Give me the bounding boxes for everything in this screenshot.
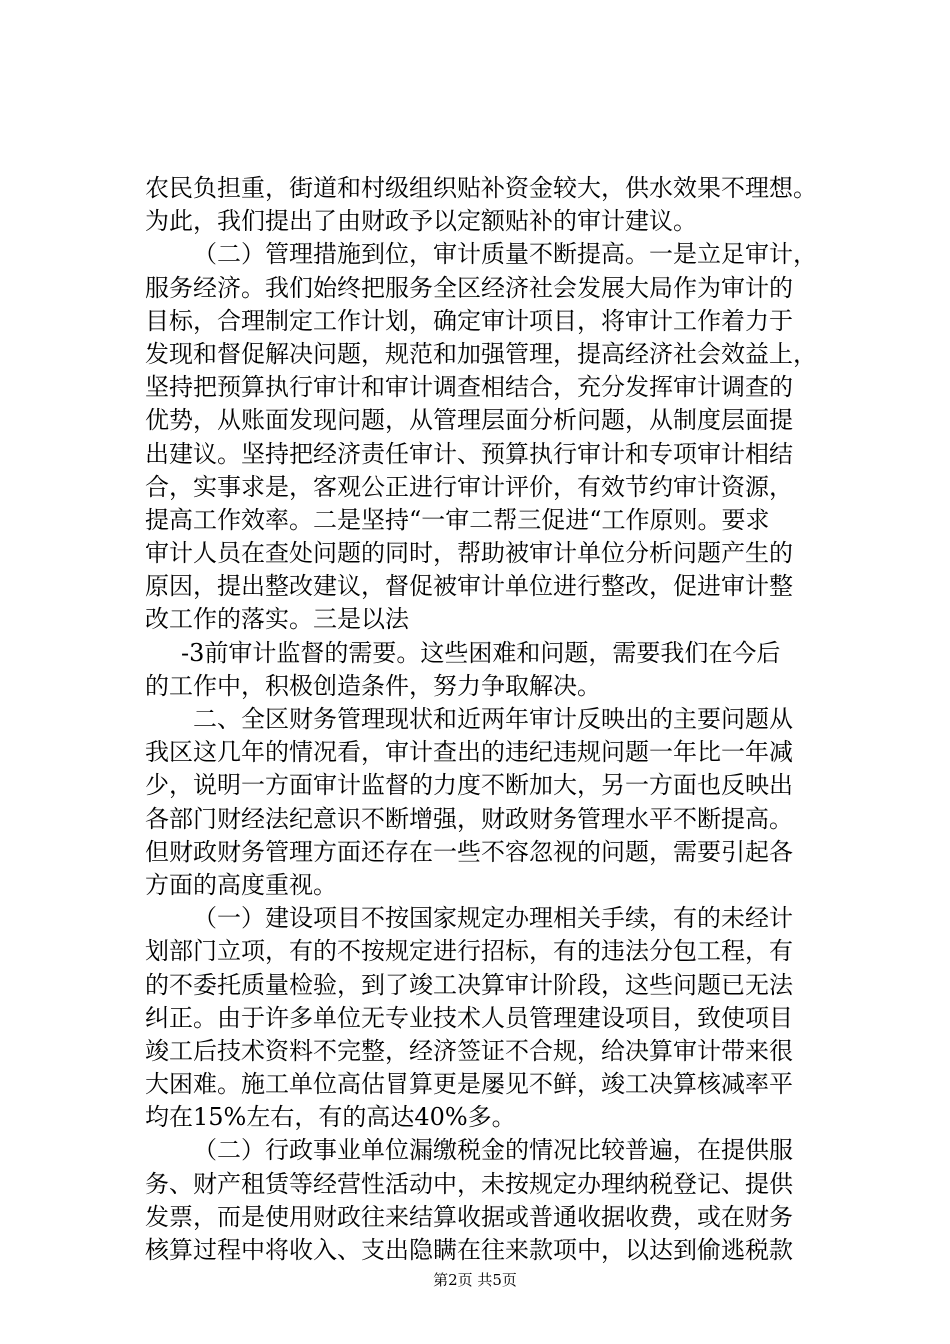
text-line: 目标，合理制定工作计划，确定审计项目，将审计工作着力于 — [145, 306, 793, 335]
text-line: 务、财产租赁等经营性活动中，未按规定办理纳税登记、提供 — [145, 1169, 793, 1198]
text-line: 我区这几年的情况看，审计查出的违纪违规问题一年比一年减 — [145, 738, 793, 767]
text-line: 发现和督促解决问题，规范和加强管理，提高经济社会效益上， — [145, 339, 817, 368]
text-line: 原因，提出整改建议，督促被审计单位进行整改，促进审计整 — [145, 572, 793, 601]
text-line: 改工作的落实。三是以法 — [145, 605, 409, 634]
text-line: 但财政财务管理方面还存在一些不容忽视的问题，需要引起各 — [145, 837, 793, 866]
text-line: 核算过程中将收入、支出隐瞒在往来款项中，以达到偷逃税款 — [145, 1236, 793, 1264]
text-line: （二）管理措施到位，审计质量不断提高。一是立足审计， — [193, 240, 817, 269]
text-line: 方面的高度重视。 — [145, 870, 337, 899]
text-line: 审计人员在查处问题的同时，帮助被审计单位分析问题产生的 — [145, 539, 793, 568]
text-line: 坚持把预算执行审计和审计调查相结合，充分发挥审计调查的 — [145, 373, 793, 402]
page-number-footer: 第2页 共5页 — [433, 1271, 517, 1289]
text-line: 均在15%左右，有的高达40%多。 — [145, 1103, 516, 1132]
text-line: 合，实事求是，客观公正进行审计评价，有效节约审计资源， — [145, 472, 793, 501]
text-line: 优势，从账面发现问题，从管理层面分析问题，从制度层面提 — [145, 406, 793, 435]
text-line: 出建议。坚持把经济责任审计、预算执行审计和专项审计相结 — [145, 439, 793, 468]
text-line: 提高工作效率。二是坚持“一审二帮三促进“工作原则。要求 — [145, 505, 770, 534]
text-line: 为此，我们提出了由财政予以定额贴补的审计建议。 — [145, 207, 697, 236]
text-line: 的不委托质量检验，到了竣工决算审计阶段，这些问题已无法 — [145, 970, 793, 999]
text-line: -3前审计监督的需要。这些困难和问题，需要我们在今后 — [181, 638, 781, 667]
text-line: 划部门立项，有的不按规定进行招标，有的违法分包工程，有 — [145, 937, 793, 966]
text-line: 二、全区财务管理现状和近两年审计反映出的主要问题从 — [193, 705, 793, 733]
text-line: 各部门财经法纪意识不断增强，财政财务管理水平不断提高。 — [145, 804, 793, 833]
text-line: （二）行政事业单位漏缴税金的情况比较普遍，在提供服 — [193, 1136, 793, 1165]
text-line: 服务经济。我们始终把服务全区经济社会发展大局作为审计的 — [145, 273, 793, 302]
text-line: （一）建设项目不按国家规定办理相关手续，有的未经计 — [193, 904, 793, 933]
text-line: 的工作中，积极创造条件，努力争取解决。 — [145, 671, 601, 700]
text-line: 农民负担重，街道和村级组织贴补资金较大，供水效果不理想。 — [145, 174, 817, 202]
text-line: 纠正。由于许多单位无专业技术人员管理建设项目，致使项目 — [145, 1003, 793, 1032]
text-line: 大困难。施工单位高估冒算更是屡见不鲜，竣工决算核减率平 — [145, 1070, 793, 1099]
text-line: 发票，而是使用财政往来结算收据或普通收据收费，或在财务 — [145, 1202, 793, 1231]
text-line: 竣工后技术资料不完整，经济签证不合规，给决算审计带来很 — [145, 1036, 793, 1065]
text-line: 少，说明一方面审计监督的力度不断加大，另一方面也反映出 — [145, 771, 793, 800]
document-body — [145, 172, 825, 1267]
